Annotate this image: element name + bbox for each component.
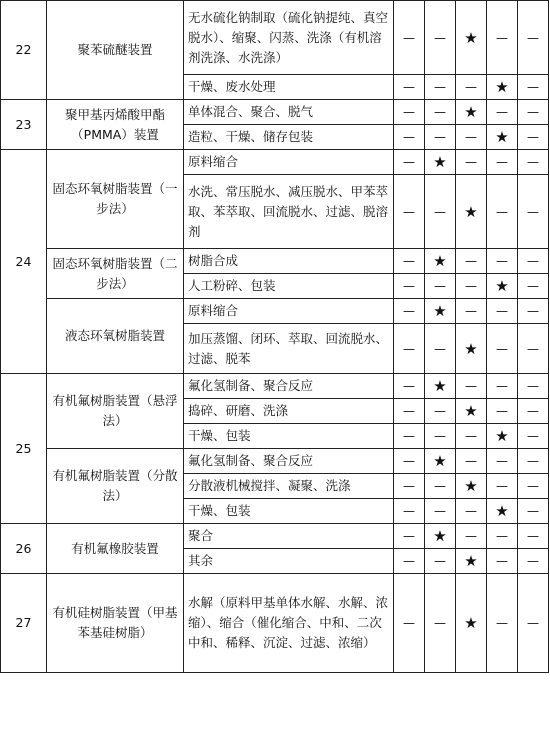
mark-cell: —	[394, 274, 425, 299]
mark-cell: ★	[425, 524, 456, 549]
mark-cell: —	[394, 474, 425, 499]
mark-cell: —	[518, 1, 549, 75]
mark-cell: —	[518, 100, 549, 125]
mark-cell: —	[425, 125, 456, 150]
mark-cell: —	[394, 249, 425, 274]
mark-cell: —	[518, 249, 549, 274]
mark-cell: —	[518, 175, 549, 249]
mark-cell: —	[394, 424, 425, 449]
process-step: 其余	[184, 549, 394, 574]
mark-cell: —	[394, 175, 425, 249]
device-name: 固态环氧树脂装置（一步法）	[47, 150, 184, 249]
process-step: 单体混合、聚合、脱气	[184, 100, 394, 125]
mark-cell: —	[456, 374, 487, 399]
mark-cell: —	[487, 175, 518, 249]
mark-cell: —	[518, 449, 549, 474]
process-step: 干燥、包装	[184, 424, 394, 449]
process-step: 原料缩合	[184, 299, 394, 324]
mark-cell: —	[518, 150, 549, 175]
mark-cell: —	[487, 549, 518, 574]
item-number: 24	[1, 150, 47, 374]
mark-cell: —	[456, 524, 487, 549]
mark-cell: —	[425, 574, 456, 673]
mark-cell: —	[487, 474, 518, 499]
mark-cell: —	[425, 324, 456, 374]
mark-cell: —	[487, 574, 518, 673]
mark-cell: —	[394, 499, 425, 524]
mark-cell: —	[487, 100, 518, 125]
mark-cell: ★	[425, 150, 456, 175]
device-name: 液态环氧树脂装置	[47, 299, 184, 374]
table-row	[1, 1, 549, 75]
process-step: 水解（原料甲基单体水解、水解、浓缩）、缩合（催化缩合、中和、二次中和、稀释、沉淀、过滤、浓缩）	[184, 574, 394, 673]
mark-cell: ★	[487, 424, 518, 449]
process-step: 氟化氢制备、聚合反应	[184, 374, 394, 399]
process-step: 捣碎、研磨、洗涤	[184, 399, 394, 424]
mark-cell: —	[518, 399, 549, 424]
mark-cell: —	[394, 574, 425, 673]
mark-cell: —	[394, 299, 425, 324]
mark-cell: —	[394, 100, 425, 125]
item-number: 25	[1, 374, 47, 524]
mark-cell: —	[487, 150, 518, 175]
device-name: 有机氟树脂装置（悬浮法）	[47, 374, 184, 449]
mark-cell: —	[425, 549, 456, 574]
process-step: 加压蒸馏、闭环、萃取、回流脱水、过滤、脱苯	[184, 324, 394, 374]
mark-cell: —	[487, 399, 518, 424]
table-row	[1, 249, 549, 274]
mark-cell: —	[456, 274, 487, 299]
mark-cell: —	[394, 524, 425, 549]
mark-cell: —	[394, 549, 425, 574]
process-step: 无水硫化钠制取（硫化钠提纯、真空脱水）、缩聚、闪蒸、洗涤（有机溶剂洗涤、水洗涤）	[184, 1, 394, 75]
process-step: 人工粉碎、包装	[184, 274, 394, 299]
mark-cell: —	[394, 1, 425, 75]
item-number: 23	[1, 100, 47, 150]
mark-cell: —	[487, 249, 518, 274]
table-row	[1, 374, 549, 399]
process-step: 氟化氢制备、聚合反应	[184, 449, 394, 474]
mark-cell: ★	[487, 499, 518, 524]
process-step: 造粒、干燥、储存包装	[184, 125, 394, 150]
mark-cell: —	[456, 424, 487, 449]
mark-cell: ★	[425, 449, 456, 474]
mark-cell: —	[456, 299, 487, 324]
mark-cell: —	[456, 449, 487, 474]
device-name: 聚苯硫醚装置	[47, 1, 184, 100]
mark-cell: —	[394, 125, 425, 150]
mark-cell: —	[456, 499, 487, 524]
item-number: 27	[1, 574, 47, 673]
mark-cell: ★	[456, 399, 487, 424]
process-step: 干燥、废水处理	[184, 75, 394, 100]
mark-cell: —	[425, 499, 456, 524]
mark-cell: —	[425, 75, 456, 100]
mark-cell: —	[487, 449, 518, 474]
mark-cell: —	[518, 374, 549, 399]
mark-cell: —	[518, 499, 549, 524]
mark-cell: —	[394, 449, 425, 474]
mark-cell: —	[487, 1, 518, 75]
mark-cell: —	[518, 474, 549, 499]
device-name: 聚甲基丙烯酸甲酯（PMMA）装置	[47, 100, 184, 150]
mark-cell: —	[425, 175, 456, 249]
mark-cell: ★	[487, 125, 518, 150]
mark-cell: ★	[456, 574, 487, 673]
mark-cell: —	[487, 324, 518, 374]
process-step: 树脂合成	[184, 249, 394, 274]
mark-cell: —	[518, 524, 549, 549]
mark-cell: ★	[425, 249, 456, 274]
mark-cell: ★	[456, 175, 487, 249]
mark-cell: —	[518, 299, 549, 324]
mark-cell: —	[456, 125, 487, 150]
mark-cell: ★	[487, 75, 518, 100]
process-step: 分散液机械搅拌、凝聚、洗涤	[184, 474, 394, 499]
process-step: 聚合	[184, 524, 394, 549]
table-row	[1, 574, 549, 673]
mark-cell: —	[425, 274, 456, 299]
mark-cell: —	[518, 574, 549, 673]
mark-cell: —	[425, 100, 456, 125]
table-row	[1, 524, 549, 549]
mark-cell: —	[456, 249, 487, 274]
mark-cell: —	[425, 399, 456, 424]
mark-cell: —	[394, 399, 425, 424]
mark-cell: —	[518, 549, 549, 574]
mark-cell: —	[487, 299, 518, 324]
mark-cell: —	[518, 274, 549, 299]
process-step: 水洗、常压脱水、减压脱水、甲苯萃取、苯萃取、回流脱水、过滤、脱溶剂	[184, 175, 394, 249]
process-step: 干燥、包装	[184, 499, 394, 524]
table-row	[1, 449, 549, 474]
device-name: 固态环氧树脂装置（二步法）	[47, 249, 184, 299]
mark-cell: —	[518, 125, 549, 150]
mark-cell: ★	[456, 474, 487, 499]
mark-cell: —	[425, 474, 456, 499]
mark-cell: ★	[456, 100, 487, 125]
mark-cell: —	[394, 324, 425, 374]
mark-cell: —	[394, 374, 425, 399]
table-row	[1, 100, 549, 125]
mark-cell: ★	[456, 324, 487, 374]
mark-cell: ★	[425, 374, 456, 399]
mark-cell: —	[518, 75, 549, 100]
item-number: 22	[1, 1, 47, 100]
mark-cell: ★	[487, 274, 518, 299]
device-name: 有机硅树脂装置（甲基苯基硅树脂）	[47, 574, 184, 673]
mark-cell: —	[425, 1, 456, 75]
mark-cell: —	[456, 150, 487, 175]
mark-cell: —	[518, 324, 549, 374]
process-step: 原料缩合	[184, 150, 394, 175]
mark-cell: —	[425, 424, 456, 449]
mark-cell: —	[394, 75, 425, 100]
mark-cell: —	[487, 374, 518, 399]
mark-cell: —	[487, 524, 518, 549]
table-row	[1, 299, 549, 324]
mark-cell: ★	[456, 549, 487, 574]
mark-cell: ★	[425, 299, 456, 324]
item-number: 26	[1, 524, 47, 574]
device-name: 有机氟橡胶装置	[47, 524, 184, 574]
mark-cell: —	[518, 424, 549, 449]
device-name: 有机氟树脂装置（分散法）	[47, 449, 184, 524]
mark-cell: —	[456, 75, 487, 100]
table-row	[1, 150, 549, 175]
mark-cell: —	[394, 150, 425, 175]
mark-cell: ★	[456, 1, 487, 75]
